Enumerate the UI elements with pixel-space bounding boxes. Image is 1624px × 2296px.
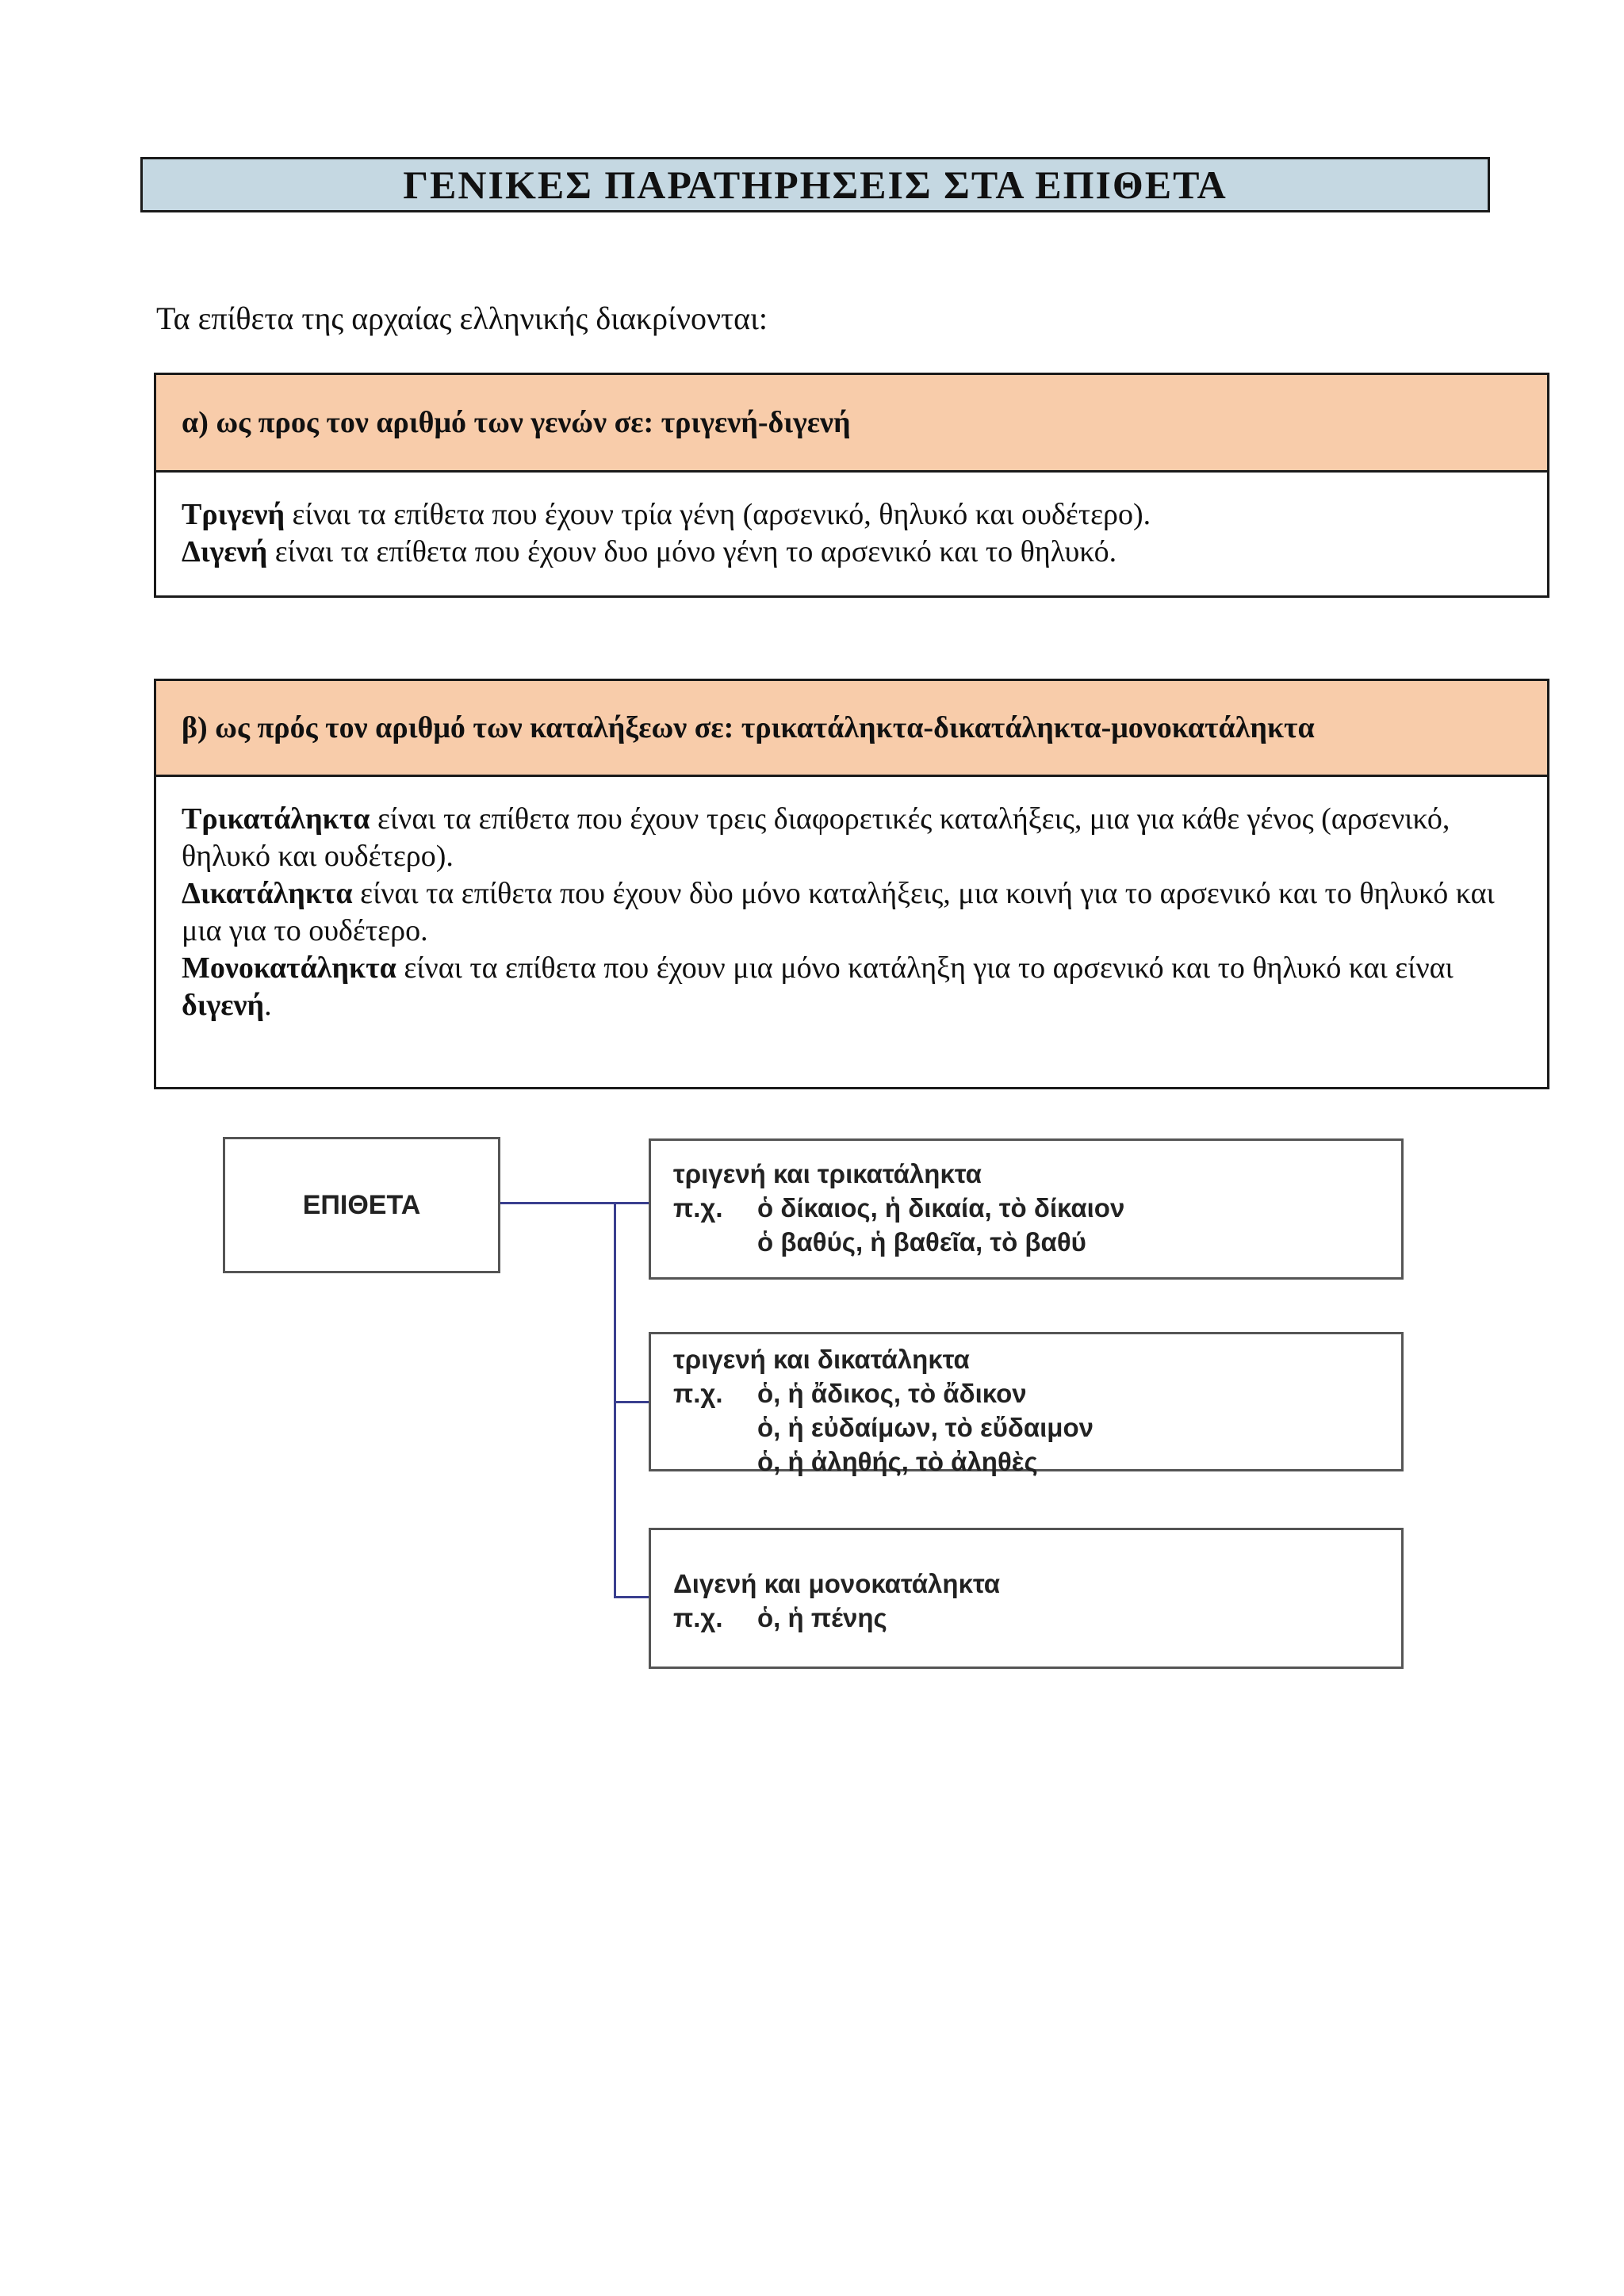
branch-title: τριγενή και τρικατάληκτα bbox=[673, 1159, 982, 1188]
definition-text: είναι τα επίθετα που έχουν δὺο μόνο καταλήξεις, μια κοινή για το αρσενικό και το θηλυκό και μια για το ουδέτερο. bbox=[182, 877, 1495, 947]
branch-title: τριγενή και δικατάληκτα bbox=[673, 1345, 970, 1374]
definition-digeni bbox=[182, 534, 1522, 571]
example-label: π.χ. bbox=[673, 1603, 723, 1632]
definition-text: είναι τα επίθετα που έχουν τρεις διαφορετικές καταλήξεις, μια για κάθε γένος (αρσενικό, θηλυκό και ουδέτερο). bbox=[182, 802, 1450, 873]
term: Τριγενή bbox=[182, 498, 285, 531]
definition-text: είναι τα επίθετα που έχουν τρία γένη (αρσενικό, θηλυκό και ουδέτερο). bbox=[285, 498, 1151, 531]
section-genders-heading: α) ως προς τον αριθμό των γενών σε: τριγενή-διγενή bbox=[156, 375, 1547, 473]
connector-root bbox=[500, 1202, 649, 1204]
example: ὁ, ἡ εὐδαίμων, τὸ εὔδαιμον bbox=[757, 1413, 1094, 1442]
example-row bbox=[673, 1191, 1401, 1225]
example: ὁ, ἡ ἄδικος, τὸ ἄδικον bbox=[757, 1379, 1027, 1408]
section-endings-body bbox=[156, 777, 1547, 1024]
diagram-branch-box bbox=[649, 1332, 1404, 1476]
term: Δικατάληκτα bbox=[182, 877, 353, 910]
example: ὁ βαθύς, ἡ βαθεῖα, τὸ βαθύ bbox=[757, 1227, 1086, 1257]
example: ὁ, ἡ ἀληθής, τὸ ἀληθὲς bbox=[757, 1447, 1038, 1476]
diagram-root-box: ΕΠΙΘΕΤΑ bbox=[223, 1137, 500, 1273]
intro-text: Τα επίθετα της αρχαίας ελληνικής διακρίνονται: bbox=[156, 300, 768, 336]
section-genders bbox=[154, 373, 1549, 598]
term: Μονοκατάληκτα bbox=[182, 951, 396, 985]
section-endings-heading: β) ως πρός τον αριθμό των καταλήξεων σε: τρικατάληκτα-δικατάληκτα-μονοκατάληκτα bbox=[156, 681, 1547, 777]
page-title: ΓΕΝΙΚΕΣ ΠΑΡΑΤΗΡΗΣΕΙΣ ΣΤΑ ΕΠΙΘΕΤΑ bbox=[140, 157, 1490, 212]
example-row bbox=[673, 1376, 1401, 1410]
example-label: π.χ. bbox=[673, 1193, 723, 1223]
definition-dikatalikta bbox=[182, 875, 1522, 950]
definition-text: είναι τα επίθετα που έχουν δυο μόνο γένη το αρσενικό και το θηλυκό. bbox=[267, 535, 1117, 568]
connector-branch-2 bbox=[614, 1401, 649, 1403]
branch-title: Διγενή και μονοκατάληκτα bbox=[673, 1569, 1001, 1598]
definition-trigeni bbox=[182, 496, 1522, 534]
definition-trikatalikta bbox=[182, 801, 1522, 875]
example-row bbox=[673, 1601, 1401, 1635]
definition-text: είναι τα επίθετα που έχουν μια μόνο κατάληξη για το αρσενικό και το θηλυκό και είναι bbox=[396, 951, 1454, 985]
term: Διγενή bbox=[182, 535, 268, 568]
definition-tail: . bbox=[264, 989, 272, 1022]
term: Τρικατάληκτα bbox=[182, 802, 370, 836]
connector-branch-3 bbox=[614, 1596, 649, 1598]
section-endings bbox=[154, 679, 1549, 1089]
diagram-branch-box bbox=[649, 1528, 1404, 1669]
section-genders-body bbox=[156, 473, 1547, 571]
connector-trunk bbox=[614, 1202, 616, 1598]
definition-monokatalikta bbox=[182, 950, 1522, 1024]
term: διγενή bbox=[182, 989, 265, 1022]
example: ὁ δίκαιος, ἡ δικαία, τὸ δίκαιον bbox=[757, 1193, 1125, 1223]
example: ὁ, ἡ πένης bbox=[757, 1603, 887, 1632]
diagram-branch-box bbox=[649, 1138, 1404, 1280]
example-label: π.χ. bbox=[673, 1379, 723, 1408]
